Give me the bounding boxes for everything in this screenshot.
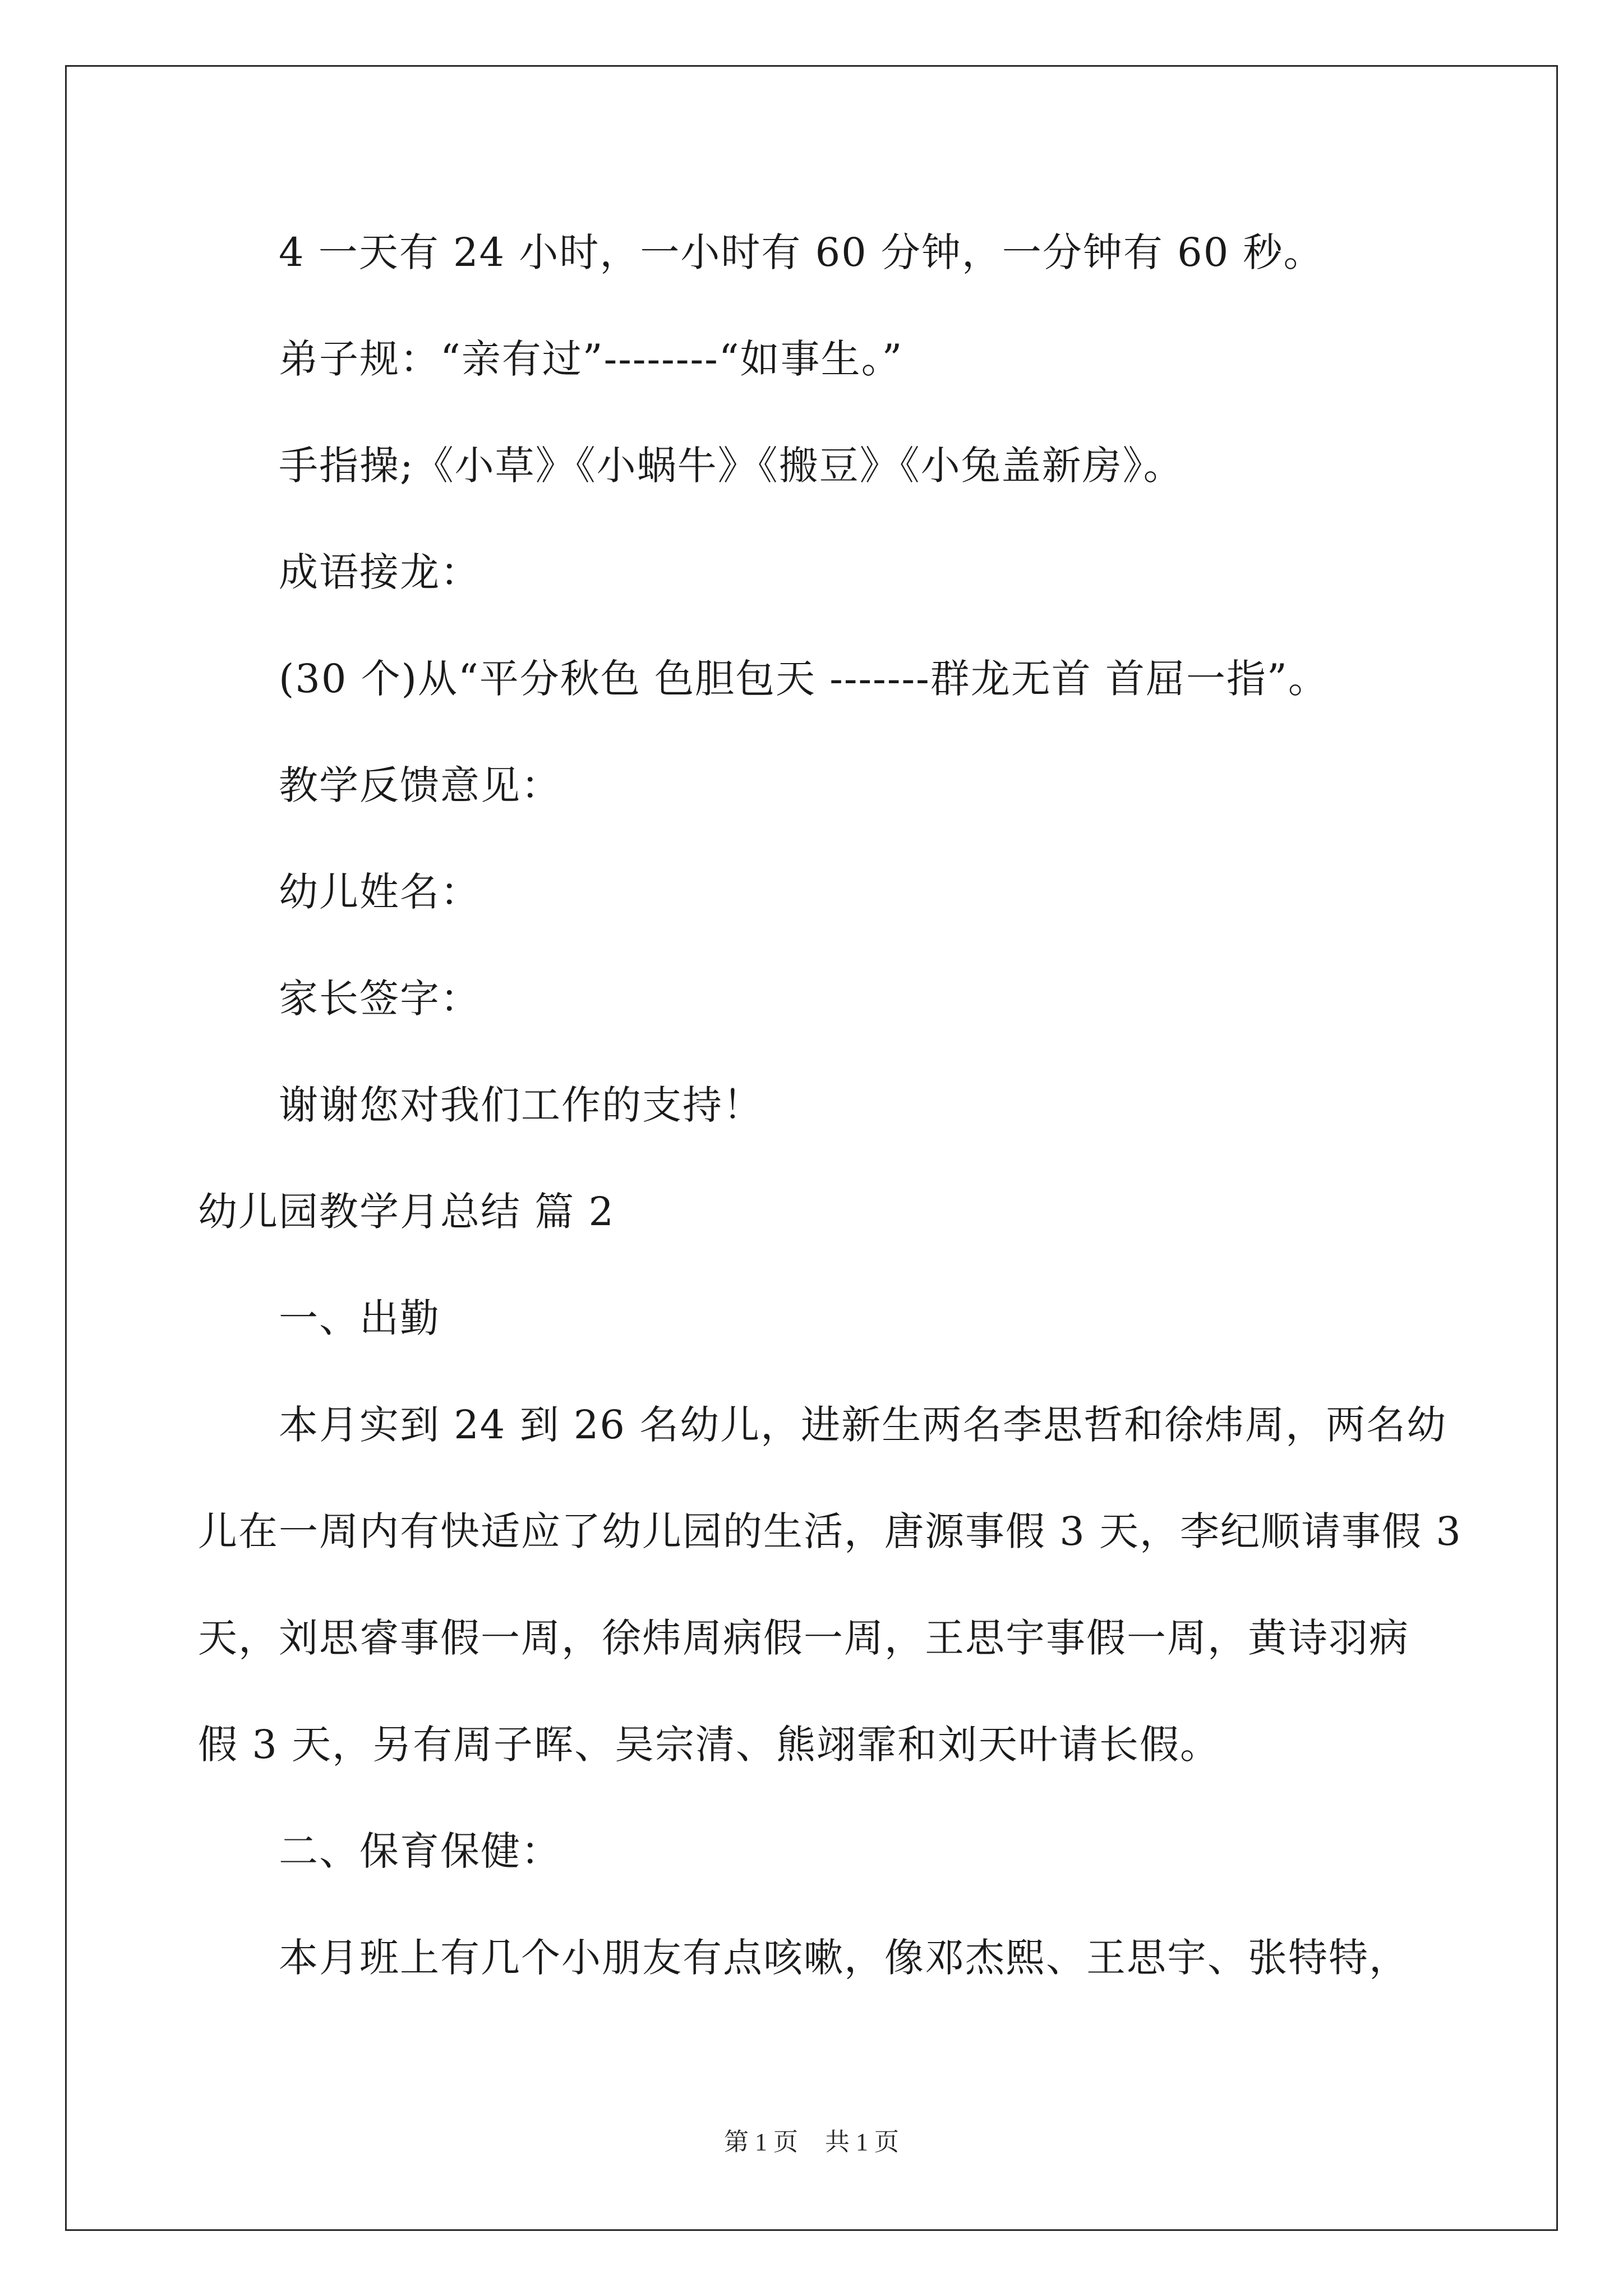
page-border [65,65,1558,2231]
text-line-child-name-label: 幼儿姓名： [279,869,481,915]
page-footer [0,2130,1623,2155]
subheading-attendance: 一、出勤 [279,1295,440,1341]
text-line-idiom-chain: (30 个)从“平分秋色 色胆包天 -------群龙无首 首屈一指”。 [279,656,1329,702]
paragraph-attendance-line-4: 假 3 天，另有周子晖、吴宗清、熊翊霏和刘天叶请长假。 [198,1722,1221,1768]
text-line-thanks: 谢谢您对我们工作的支持！ [279,1082,763,1128]
text-line-feedback-label: 教学反馈意见： [279,762,561,808]
paragraph-attendance-line-3: 天，刘思睿事假一周，徐炜周病假一周，王思宇事假一周，黄诗羽病 [198,1615,1409,1661]
text-line-parent-signature-label: 家长签字： [279,976,481,1022]
paragraph-health-line-1: 本月班上有几个小朋友有点咳嗽，像邓杰熙、王思宇、张特特， [279,1935,1409,1981]
text-line-idiom-chain-label: 成语接龙： [279,549,481,595]
subheading-childcare-health: 二、保育保健： [279,1828,561,1874]
section-heading-part2: 幼儿园教学月总结 篇 2 [198,1189,615,1235]
page-number-current: 第 1 页 [724,2128,798,2156]
paragraph-attendance-line-1: 本月实到 24 到 26 名幼儿，进新生两名李思哲和徐炜周，两名幼 [279,1402,1447,1448]
page-number-total: 共 1 页 [825,2128,899,2156]
text-line-dizigui: 弟子规：“亲有过”--------“如事生。” [279,336,903,382]
text-line-time-facts: 4 一天有 24 小时，一小时有 60 分钟，一分钟有 60 秒。 [279,229,1324,275]
paragraph-attendance-line-2: 儿在一周内有快适应了幼儿园的生活，唐源事假 3 天，李纪顺请事假 3 [198,1508,1462,1554]
text-line-finger-exercises: 手指操;《小草》《小蜗牛》《搬豆》《小兔盖新房》。 [279,443,1184,489]
